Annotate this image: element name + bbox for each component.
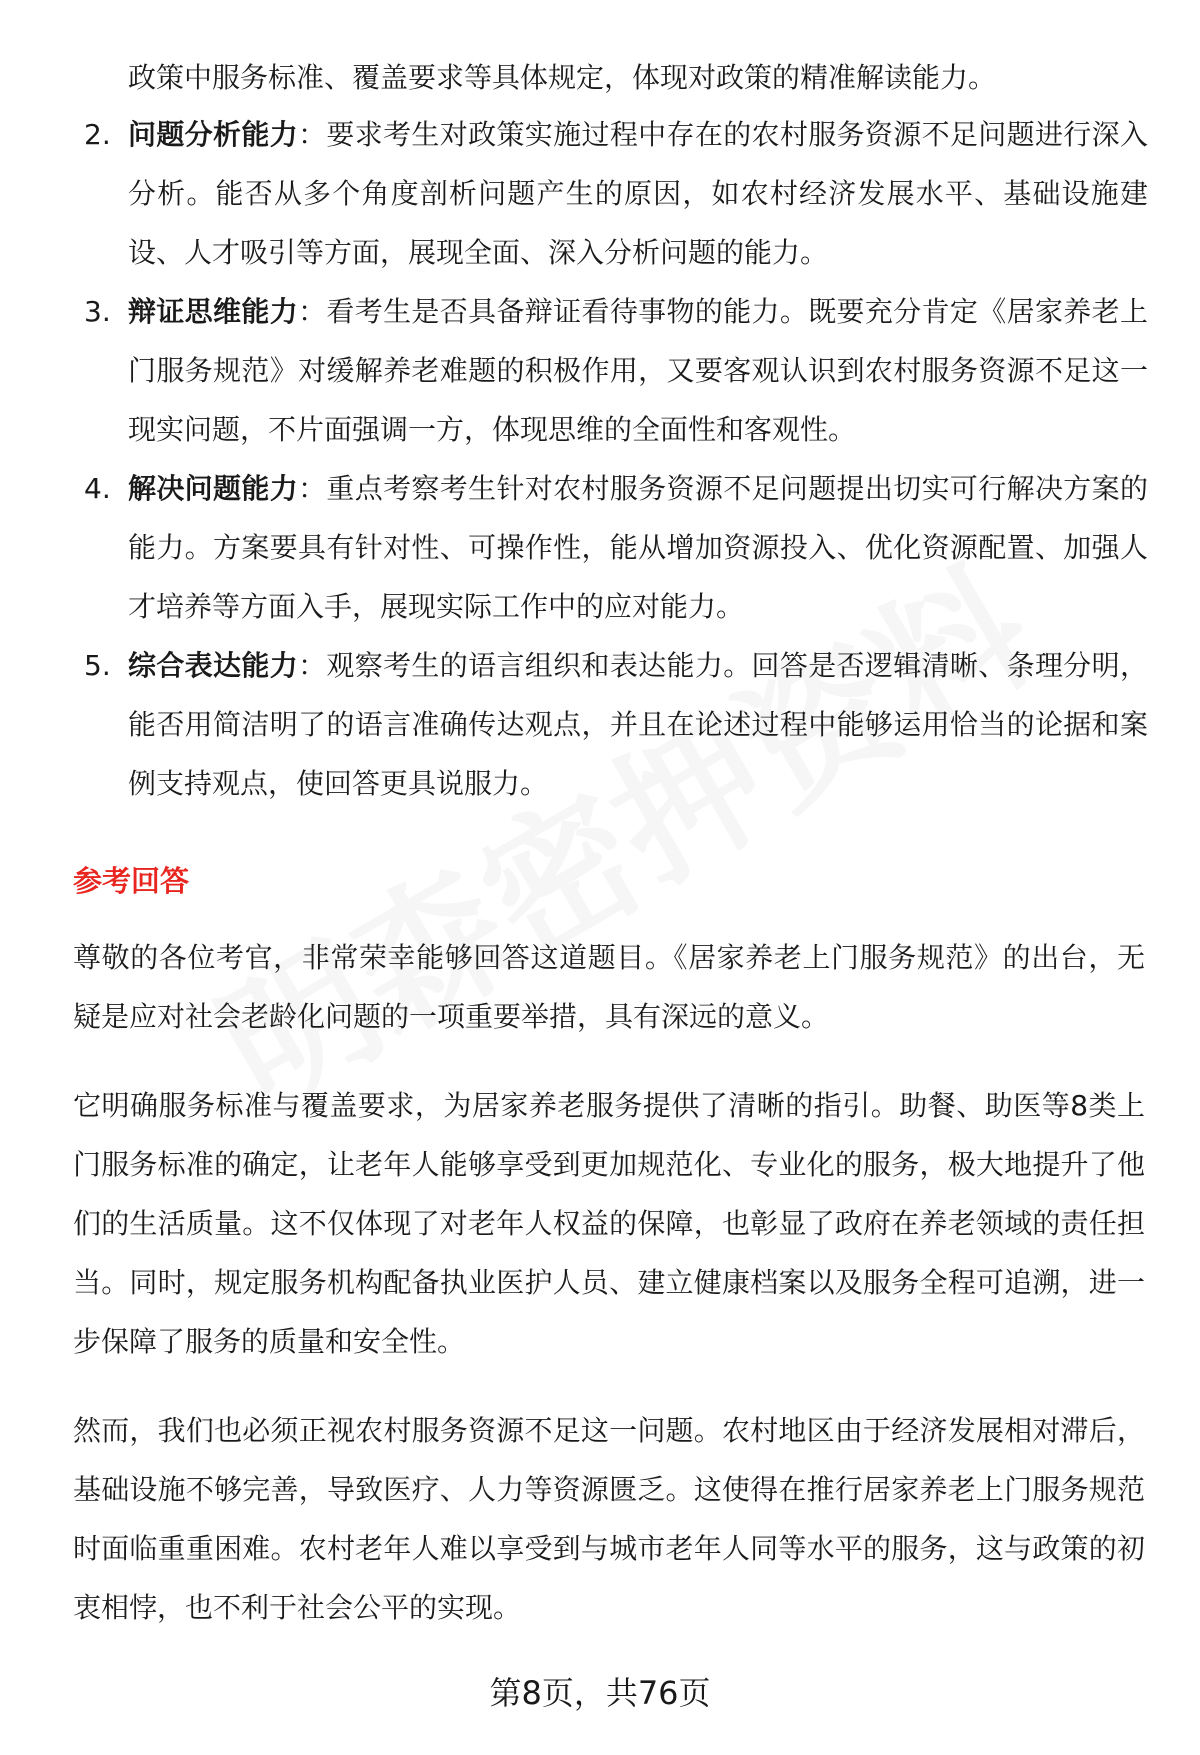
list-item-text: ：重点考察考生针对农村服务资源不足问题提出切实可行解决方案的能力。方案要具有针对性、可操作性，能从增加资源投入、优化资源配置、加强人才培养等方面入手，展现实际工作中的应对能力。 xyxy=(128,472,1148,623)
paragraph: 它明确服务标准与覆盖要求，为居家养老服务提供了清晰的指引。助餐、助医等8类上门服务标准的确定，让老年人能够享受到更加规范化、专业化的服务，极大地提升了他们的生活质量。这不仅体现了对老年人权益的保障，也彰显了政府在养老领域的责任担当。同时，规定服务机构配备执业医护人员、建立健康档案以及服务全程可追溯，进一步保障了服务的质量和安全性。 xyxy=(73,1089,1145,1358)
list-item-number: 3. xyxy=(84,295,111,328)
list-item-title: 解决问题能力 xyxy=(128,472,299,505)
list-item-title: 辩证思维能力 xyxy=(128,295,299,328)
list-item-number: 4. xyxy=(84,472,111,505)
list-item-number: 5. xyxy=(84,649,111,682)
paragraph: 然而，我们也必须正视农村服务资源不足这一问题。农村地区由于经济发展相对滞后，基础设施不够完善，导致医疗、人力等资源匮乏。这使得在推行居家养老上门服务规范时面临重重困难。农村老年人难以享受到与城市老年人同等水平的服务，这与政策的初衷相悖，也不利于社会公平的实现。 xyxy=(73,1414,1145,1624)
list-item-body xyxy=(128,636,1148,813)
list-item-text: ：观察考生的语言组织和表达能力。回答是否逻辑清晰、条理分明，能否用简洁明了的语言准确传达观点，并且在论述过程中能够运用恰当的论据和案例支持观点，使回答更具说服力。 xyxy=(128,649,1148,800)
section-title: 参考回答 xyxy=(73,864,190,898)
continuation-line: 政策中服务标准、覆盖要求等具体规定，体现对政策的精准解读能力。 xyxy=(128,61,997,94)
list-item-text: ：要求考生对政策实施过程中存在的农村服务资源不足问题进行深入分析。能否从多个角度剖析问题产生的原因，如农村经济发展水平、基础设施建设、人才吸引等方面，展现全面、深入分析问题的能力。 xyxy=(128,118,1148,269)
list-item-title: 综合表达能力 xyxy=(128,649,299,682)
list-item-body xyxy=(128,459,1148,636)
list-item-body xyxy=(128,105,1148,282)
list-item-text: ：看考生是否具备辩证看待事物的能力。既要充分肯定《居家养老上门服务规范》对缓解养老难题的积极作用，又要客观认识到农村服务资源不足这一现实问题，不片面强调一方，体现思维的全面性和客观性。 xyxy=(128,295,1148,446)
paragraph: 尊敬的各位考官，非常荣幸能够回答这道题目。《居家养老上门服务规范》的出台，无疑是应对社会老龄化问题的一项重要举措，具有深远的意义。 xyxy=(73,941,1145,1033)
list-item-number: 2. xyxy=(84,118,111,151)
list-item-title: 问题分析能力 xyxy=(128,118,299,151)
list-item-body xyxy=(128,282,1148,459)
page-footer: 第8页，共76页 xyxy=(489,1674,711,1712)
